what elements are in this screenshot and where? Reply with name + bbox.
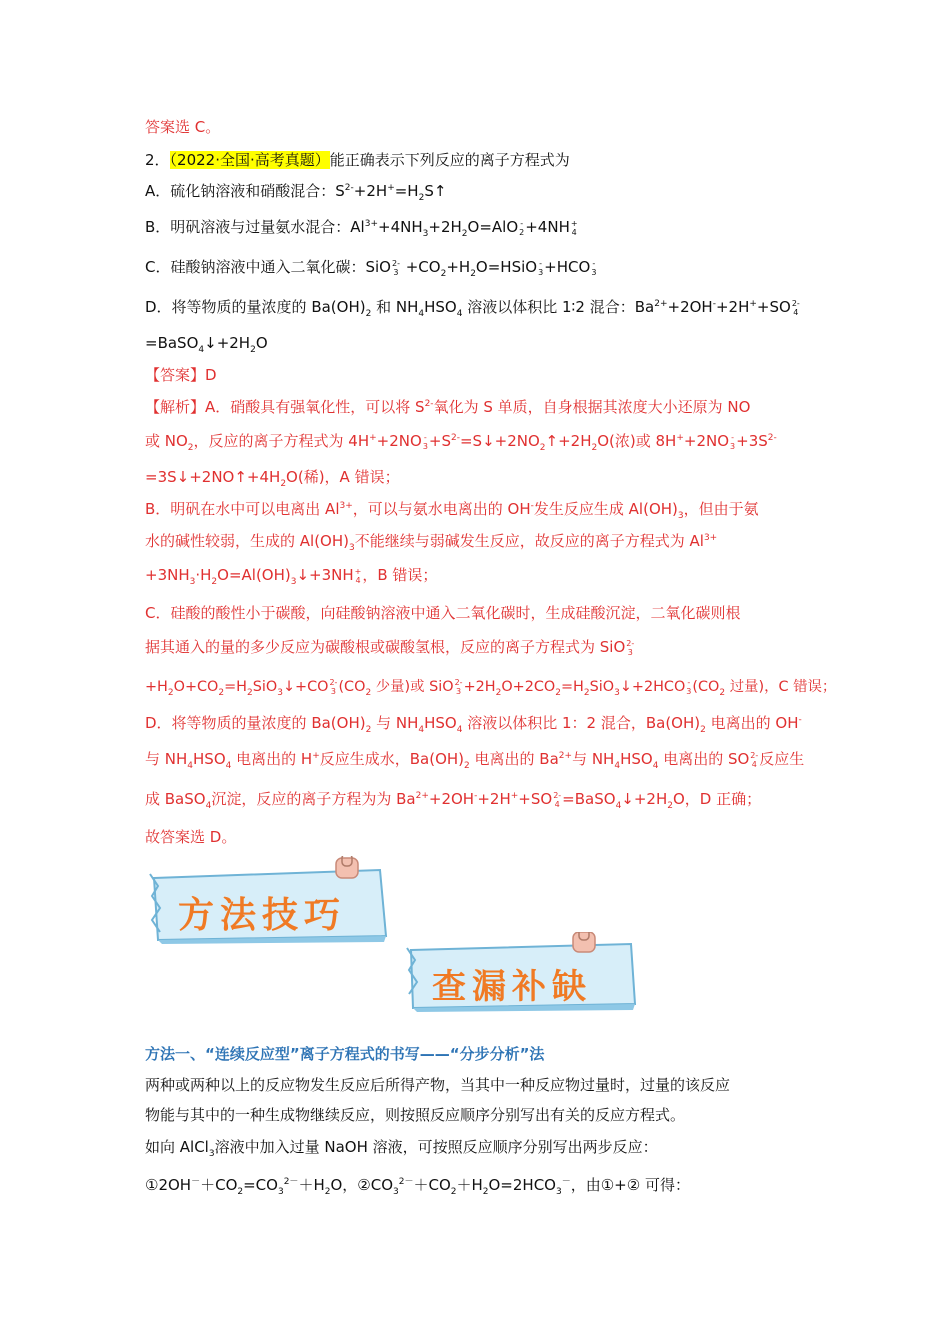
analysis-a-line2: 或 $NO_2$，反应的离子方程式为 4H++2NO - 3 $+S^{2-}=S↓+2NO_2↑+2H_2O$(浓)或 8H++2NO - 3 $+3S^{2-}$ [145, 432, 777, 453]
analysis-c3-text: +H [145, 679, 168, 695]
eq-b: ＋CO [200, 1176, 238, 1194]
method-equations: $①2OH^-+CO_2=CO_3^{2-}+H_2O$，$②CO_3^{2-}+CO_2+H_2O=2HCO_3^-$，由①+② 可得： [145, 1176, 690, 1197]
analysis-d-line3: 成 BaSO$_4$沉淀，反应的离子方程为为 $Ba^{2+}+2OH^-+2H^++SO$ 2- 4 $=BaSO_4↓+2H_2O$，D 正确； [145, 790, 762, 811]
eq-g: ＋CO [413, 1176, 451, 1194]
eq-e: O，② [330, 1176, 371, 1194]
analysis-b-line2: 水的碱性较弱，生成的 $Al(OH)_3$不能继续与弱碱发生反应，故反应的离子方程式为 $Al^{3+}$ [145, 532, 718, 553]
analysis-a-line3: $=3S↓+2NO↑+4H_2O$(稀)，A 错误； [145, 468, 400, 489]
answer-label: 【答案】D [145, 366, 217, 384]
eq-d: ＋H [298, 1176, 325, 1194]
analysis-label: 【解析】 [145, 398, 206, 416]
paperclip-icon [573, 932, 595, 952]
analysis-c-line2: 据其通入的量的多少反应为碳酸根或碳酸氢根，反应的离子方程式为 SiO 2- 3 [145, 638, 635, 657]
example-intro-b: 溶液中加入过量 NaOH 溶液，可按照反应顺序分别写出两步反应： [214, 1138, 658, 1156]
eq-f: CO [370, 1176, 393, 1194]
method-example-intro: 如向 AlCl$_3$溶液中加入过量 NaOH 溶液，可按照反应顺序分别写出两步反应： [145, 1138, 658, 1159]
analysis-b2-text: 水的碱性较弱，生成的 Al(OH) [145, 532, 349, 550]
analysis-b-line1: B．明矾在水中可以电离出 $Al^{3+}$，可以与氨水电离出的 OH-发生反应生成 $Al(OH)_3$，但由于氨 [145, 500, 759, 521]
analysis-d-line1: D．将等物质的量浓度的 $Ba(OH)_2$ 与 $NH_4HSO_4$ 溶液以体积比 1：2 混合，$Ba(OH)_2$ 电离出的 OH- [145, 714, 802, 735]
analysis-b-line3: $+3NH_3\cdot H_2O=Al(OH)_3↓+3NH$ + 4 ，B 错误； [145, 566, 438, 587]
analysis-c-line1: C．硅酸的酸性小于碳酸，向硅酸钠溶液中通入二氧化碳时，生成硅酸沉淀，二氧化碳则根 [145, 604, 741, 622]
option-a-text: A．硫化钠溶液和硝酸混合：S [145, 182, 345, 200]
question-text: 能正确表示下列反应的离子方程式为 [329, 151, 570, 169]
eq-i: O=2HCO [488, 1176, 556, 1194]
method-para-line1: 两种或两种以上的反应物发生反应后所得产物，当其中一种反应物过量时，过量的该反应 [145, 1076, 731, 1094]
analysis-a-text2: 氧化为 S 单质，自身根据其浓度大小还原为 NO [433, 398, 751, 416]
analysis-b-text: B．明矾在水中可以电离出 Al [145, 500, 340, 518]
analysis-c2-text: 据其通入的量的多少反应为碳酸根或碳酸氢根，反应的离子方程式为 SiO [145, 638, 626, 656]
option-a: A．硫化钠溶液和硝酸混合：$S^{2-}+2H^+=H_2S↑$ [145, 182, 447, 203]
question-stem [145, 149, 570, 171]
analysis-d-line2: 与 $NH_4HSO_4$ 电离出的 H+反应生成水，$Ba(OH)_2$ 电离出的 $Ba^{2+}$与 $NH_4HSO_4$ 电离出的 SO 2- 4 反应生 [145, 750, 805, 771]
analysis-a-text: A．硝酸具有强氧化性，可以将 S [205, 398, 425, 416]
method-para-line2: 物能与其中的一种生成物继续反应，则按照反应顺序分别写出有关的反应方程式。 [145, 1106, 686, 1124]
analysis-a-line1: 【解析】A．硝酸具有强氧化性，可以将 $S^{2-}$氧化为 S 单质，自身根据其浓度大小还原为 NO [145, 398, 751, 416]
analysis-a3-text: =3S↓+2NO↑+4H [145, 468, 281, 486]
analysis-c-line3: $+H_2O+CO_2=H_2SiO_3↓+CO$ 2- 3 ($CO_2$ 少量)或 SiO 2- 3 $+2H_2O+2CO_2=H_2SiO_3↓+2HCO$ - 3 ($CO_2$ 过量)，C 错误； [145, 678, 837, 698]
method-tips-title: 方法技巧 [178, 894, 347, 936]
option-b: B．明矾溶液与过量氨水混合：$Al^{3+}+4NH_3+2H_2O=AlO$ - 2 +4NH + 4 [145, 218, 578, 239]
analysis-d-text: D．将等物质的量浓度的 Ba(OH) [145, 714, 366, 732]
paperclip-icon [336, 856, 358, 878]
option-c: C．硅酸钠溶液中通入二氧化碳：SiO 2- 3 $+CO_2+H_2O=HSiO$ - 3 +HCO - 3 [145, 258, 597, 279]
analysis-a2-text: 或 NO [145, 432, 188, 450]
option-d-cont: $=BaSO_4↓+2H_2O$ [145, 334, 268, 355]
analysis-b3-text: +3NH [145, 566, 190, 584]
eq-a: ①2OH [145, 1176, 192, 1194]
eq-j: ，由①+② 可得： [570, 1176, 690, 1194]
question-source: （2022·全国·高考真题） [169, 151, 330, 169]
option-b-text: B．明矾溶液与过量氨水混合：Al [145, 218, 365, 236]
analysis-d2-text: 与 NH [145, 750, 188, 768]
eq-h: ＋H [456, 1176, 483, 1194]
method-heading: 方法一、“连续反应型”离子方程式的书写——“分步分析”法 [145, 1045, 545, 1063]
final-answer: 故答案选 D。 [145, 828, 237, 846]
check-gaps-title: 查漏补缺 [432, 967, 592, 1007]
option-d-text: D．将等物质的量浓度的 Ba(OH) [145, 298, 366, 316]
question-number: 2． [145, 151, 170, 169]
example-intro-a: 如向 AlCl [145, 1138, 209, 1156]
option-c-text: C．硅酸钠溶液中通入二氧化碳：SiO [145, 258, 391, 276]
eq-c: =CO [243, 1176, 278, 1194]
option-d-cont-text: =BaSO [145, 334, 199, 352]
previous-answer: 答案选 C。 [145, 118, 221, 136]
option-d: D．将等物质的量浓度的 $Ba(OH)_2$ 和 $NH_4HSO_4$ 溶液以体积比 1∶2 混合：$Ba^{2+}+2OH^-+2H^++SO$ 2- 4 [145, 298, 800, 319]
analysis-d3-text: 成 BaSO [145, 790, 206, 808]
